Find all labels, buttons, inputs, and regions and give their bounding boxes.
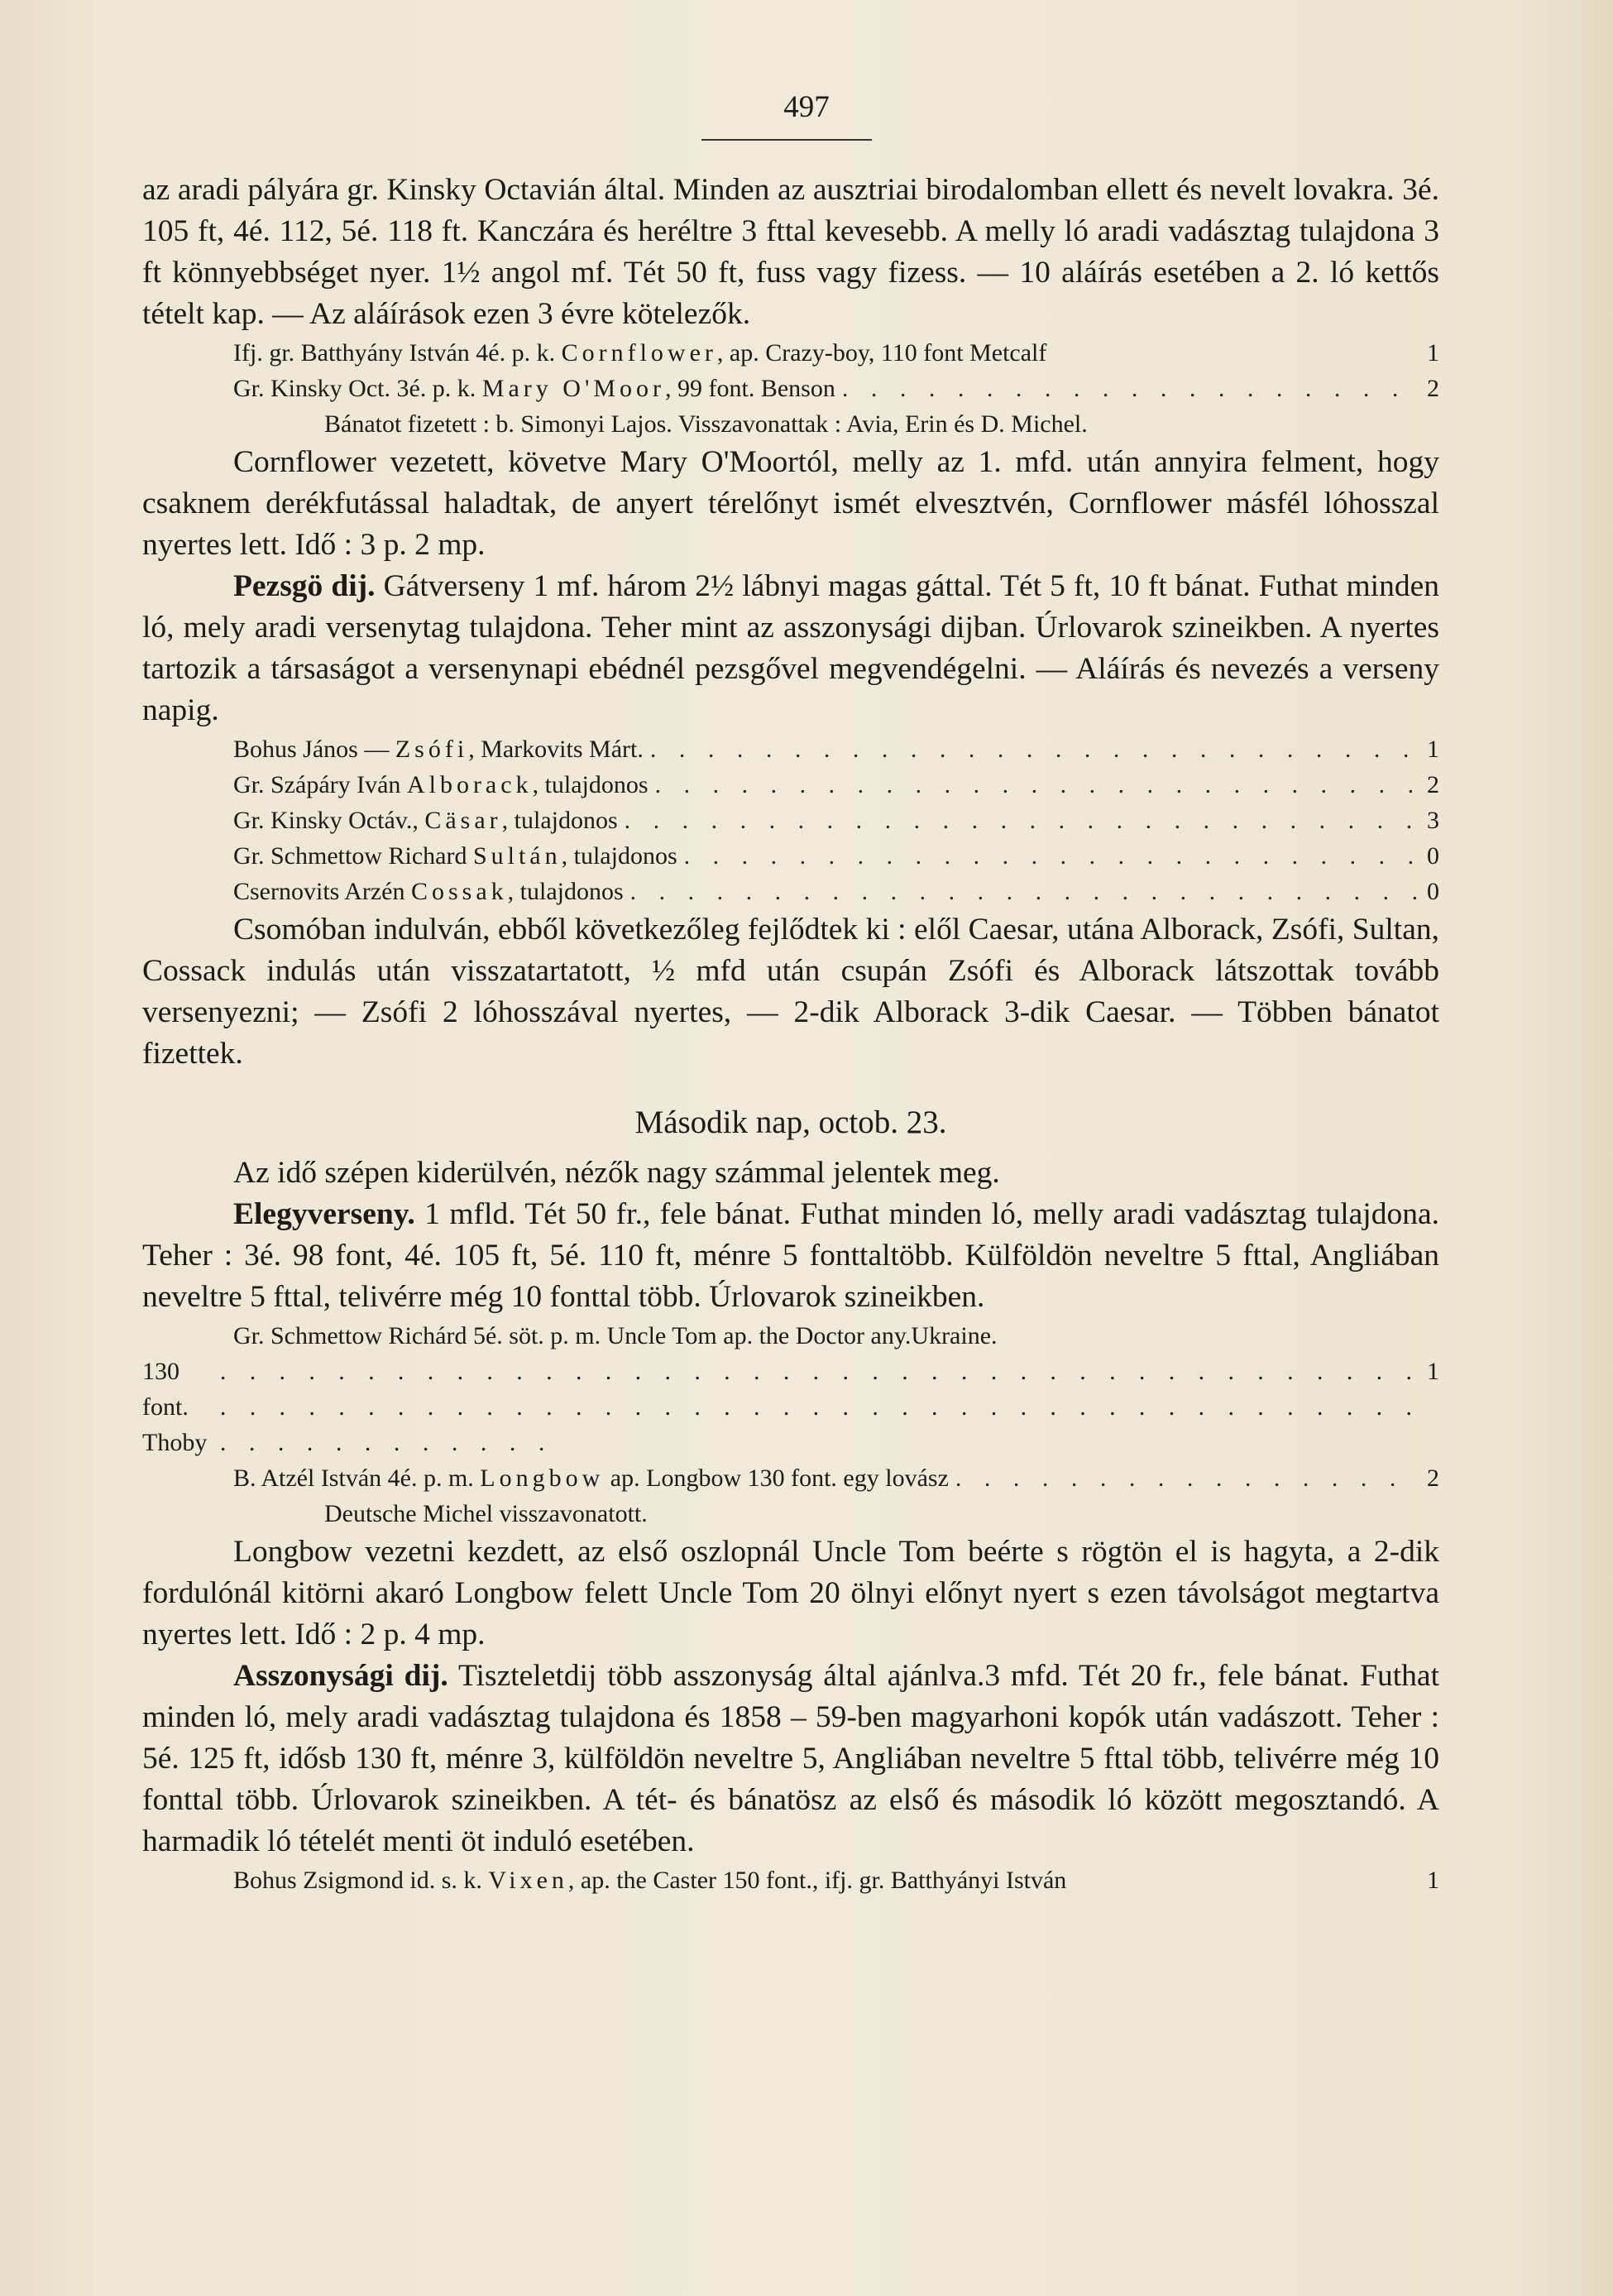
horse-name: Cäsar [424, 807, 502, 834]
day-heading: Második nap, octob. 23. [634, 1105, 947, 1140]
paragraph-race-title: Asszonysági dij. Tiszteletdij több asszonyság által ajánlva.3 mfd. Tét 20 fr., fele bánat. Futhat minden ló, mely aradi vadásztag tulajdona és 1858 – 59-ben magyarhoni kopók után vadászott. Teher : 5é. 125 ft, idősb 130 ft, ménre 3, külföldön neveltre 5, Angliában neveltre 5 fttal több, telivérre még 10 fonttal több. Úrlovarok szineikben. A tét- és bánatösz az első és második ló között megosztandó. A harmadik ló tételét menti öt induló esetében. [142, 1659, 1439, 1858]
result-row-continuation [142, 1354, 1439, 1460]
entry-text: Gr. Kinsky Oct. 3é. p. k. Mary O'Moor, 99 font. Benson [233, 375, 835, 402]
placing: 1 [1427, 339, 1439, 367]
race-title: Pezsgö dij. [233, 569, 376, 603]
paragraph-race-report: Longbow vezetni kezdett, az első oszlopnál Uncle Tom beérte s rögtön el is hagyta, a 2-dik fordulónál kitörni akaró Longbow felett Uncle Tom 20 ölnyi előnyt nyert s ezen távolságot megtartva nyertes lett. Idő : 2 p. 4 mp. [142, 1535, 1439, 1651]
horse-name: Longbow [480, 1464, 605, 1492]
result-row [142, 371, 1439, 406]
paragraph-weather: Az idő szépen kiderülvén, nézők nagy számmal jelentek meg. [233, 1156, 1000, 1190]
entry-text: Bohus Zsigmond id. s. k. Vixen, ap. the Caster 150 font., ifj. gr. Batthyányi István [233, 1867, 1067, 1894]
result-row: Gr. Schmettow Richárd 5é. söt. p. m. Uncle Tom ap. the Doctor any.Ukraine. [233, 1322, 998, 1349]
placing: 0 [1427, 878, 1439, 905]
leader-dots [842, 371, 1420, 406]
entry-text: Gr. Kinsky Octáv., Cäsar, tulajdonos [233, 807, 618, 834]
entry-text: 130 font. Thoby [142, 1358, 208, 1456]
entry-text: Csernovits Arzén Cossak, tulajdonos [233, 878, 624, 905]
paragraph-race-title: Elegyverseny. 1 mfld. Tét 50 fr., fele bánat. Futhat minden ló, melly aradi vadásztag tulajdona. Teher : 3é. 98 font, 4é. 105 ft, 5é. 110 ft, ménre 5 fonttaltöbb. Külföldön neveltre 5 fttal, Angliában neveltre 5 fttal, telivérre még 10 fonttal több. Úrlovarok szineikben. [142, 1197, 1439, 1314]
entry-text: Gr. Szápáry Iván Alborack, tulajdonos [233, 771, 649, 798]
entry-text: Gr. Schmettow Richard Sultán, tulajdonos [233, 842, 677, 870]
paragraph-race-report: Csomóban indulván, ebből következőleg fejlődtek ki : elől Caesar, utána Alborack, Zsófi, Sultan, Cossack indulás után visszatartatott, ½ mfd után csupán Zsófi és Alborack látszottak tovább versenyezni; — Zsófi 2 lóhosszával nyertes, — 2-dik Alborack 3-dik Caesar. — Többen bánatot fizettek. [142, 913, 1439, 1071]
result-row [142, 731, 1439, 767]
placing: 3 [1427, 807, 1439, 834]
horse-name: Cornflower [561, 339, 717, 367]
leader-dots [630, 874, 1420, 909]
race-title: Asszonysági dij. [233, 1659, 448, 1693]
result-row [142, 767, 1439, 803]
result-row [142, 335, 1439, 371]
race-title: Elegyverseny. [233, 1197, 415, 1231]
horse-name: Sultán [472, 842, 562, 870]
horse-name: Cossak [410, 878, 508, 905]
result-row [142, 1460, 1439, 1496]
result-row [142, 838, 1439, 874]
page-body [142, 170, 1439, 1898]
leader-dots [625, 803, 1420, 838]
horse-name: Alborack [406, 771, 533, 798]
horse-name: Zsófi [395, 736, 469, 763]
leader-dots: . . . . . . . . . . . . . . . . . . . . . . . . . . . . . . . . . . . . . . . . . . . . . . . . . . . . . . . . . . . . . . . . . . . . . . . . . . . . . . . . . . . . . . . . . . . . . . [219, 1358, 1420, 1456]
placing: 1 [1427, 1867, 1439, 1894]
race-note: Bánatot fizetett : b. Simonyi Lajos. Visszavonattak : Avia, Erin és D. Michel. [324, 410, 1088, 438]
leader-dots [684, 838, 1420, 874]
horse-name: Vixen [488, 1867, 568, 1894]
paragraph-race-conditions: az aradi pályára gr. Kinsky Octavián által. Minden az ausztriai birodalomban ellett és nevelt lovakra. 3é. 105 ft, 4é. 112, 5é. 118 ft. Kanczára és heréltre 3 fttal kevesebb. A melly ló aradi vadásztag tulajdona 3 ft könnyebbséget nyer. 1½ angol mf. Tét 50 ft, fuss vagy fizess. — 10 aláírás esetében a 2. ló kettős tételt kap. — Az aláírások ezen 3 évre kötelezők. [142, 173, 1439, 331]
result-row [142, 874, 1439, 909]
leader-dots [655, 767, 1420, 803]
placing: 2 [1427, 1464, 1439, 1492]
paragraph-race-title: Pezsgö dij. Gátverseny 1 mf. három 2½ lábnyi magas gáttal. Tét 5 ft, 10 ft bánat. Futhat minden ló, mely aradi versenytag tulajdona. Teher mint az asszonysági dijban. Úrlovarok szineikben. A nyertes tartozik a társaságot a versenynapi ebédnél pezsgővel megvendégelni. — Aláírás és nevezés a verseny napig. [142, 569, 1439, 727]
leader-dots [955, 1460, 1420, 1496]
placing: 0 [1427, 842, 1439, 870]
paragraph-race-report: Cornflower vezetett, követve Mary O'Moortól, melly az 1. mfd. után annyira felment, hogy csaknem derékfutással haladtak, de anyert térelőnyt ismét elvesztvén, Cornflower másfél lóhosszal nyertes lett. Idő : 3 p. 2 mp. [142, 445, 1439, 562]
placing: 2 [1427, 771, 1439, 798]
entry-text: B. Atzél István 4é. p. m. Longbow ap. Longbow 130 font. egy lovász [233, 1464, 949, 1492]
page-number-rule [701, 139, 872, 141]
entry-text: Bohus János — Zsófi, Markovits Márt. [233, 736, 644, 763]
result-row [142, 1862, 1439, 1898]
page-number: 497 [783, 90, 830, 124]
race-note: Deutsche Michel visszavonatott. [324, 1500, 648, 1527]
leader-dots [650, 731, 1420, 767]
horse-name: Mary O'Moor [481, 375, 666, 402]
entry-text: Ifj. gr. Batthyány István 4é. p. k. Cornflower, ap. Crazy-boy, 110 font Metcalf [233, 339, 1047, 367]
placing: 2 [1427, 375, 1439, 402]
placing: 1 [1427, 1358, 1439, 1385]
result-row [142, 803, 1439, 838]
placing: 1 [1427, 736, 1439, 763]
